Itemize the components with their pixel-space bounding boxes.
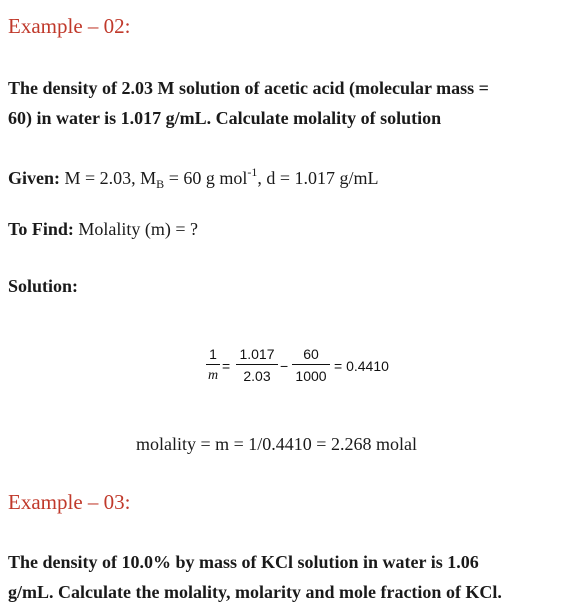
- fraction-1-denominator: m: [207, 368, 219, 383]
- formula-result: = 0.4410: [334, 358, 389, 374]
- fraction-2-denominator: 2.03: [243, 368, 271, 384]
- example-03-line-2: g/mL. Calculate the molality, molarity and mole fraction of KCl.: [8, 582, 502, 602]
- given-line: [8, 157, 578, 199]
- fraction-2: [236, 345, 278, 385]
- given-mb-subscript: B: [156, 177, 165, 191]
- fraction-1-over-m: [206, 345, 220, 385]
- given-density: , d = 1.017 g/mL: [257, 168, 379, 188]
- example-02-heading: Example – 02:: [8, 14, 131, 38]
- given-superscript: -1: [247, 165, 258, 179]
- fraction-3-numerator: 60: [303, 346, 319, 362]
- example-03-heading: Example – 03:: [8, 490, 131, 514]
- to-find-line: [8, 214, 578, 244]
- problem-line-1: The density of 2.03 M solution of acetic acid (molecular mass =: [8, 78, 489, 98]
- fraction-3-bar: [292, 364, 330, 365]
- to-find-text: Molality (m) = ?: [78, 219, 199, 239]
- solution-label: Solution:: [8, 276, 79, 296]
- fraction-1-numerator: 1: [209, 346, 217, 362]
- fraction-3-denominator: 1000: [295, 368, 327, 384]
- example-03-line-1: The density of 10.0% by mass of KCl solution in water is 1.06: [8, 552, 479, 572]
- to-find-label: To Find:: [8, 219, 74, 239]
- given-label: Given:: [8, 168, 60, 188]
- minus-sign: −: [280, 358, 289, 374]
- fraction-3: [292, 345, 330, 385]
- fraction-2-numerator: 1.017: [239, 346, 275, 362]
- given-mb-value: = 60 g mol: [164, 168, 248, 188]
- problem-line-2: 60) in water is 1.017 g/mL. Calculate molality of solution: [8, 108, 442, 128]
- fraction-1-bar: [206, 364, 220, 365]
- example-03-problem: [8, 547, 578, 607]
- molality-result: molality = m = 1/0.4410 = 2.268 molal: [136, 434, 417, 454]
- equals-sign: =: [222, 358, 231, 374]
- given-molarity: M = 2.03, M: [64, 168, 157, 188]
- example-02-problem: [8, 73, 578, 133]
- fraction-2-bar: [236, 364, 278, 365]
